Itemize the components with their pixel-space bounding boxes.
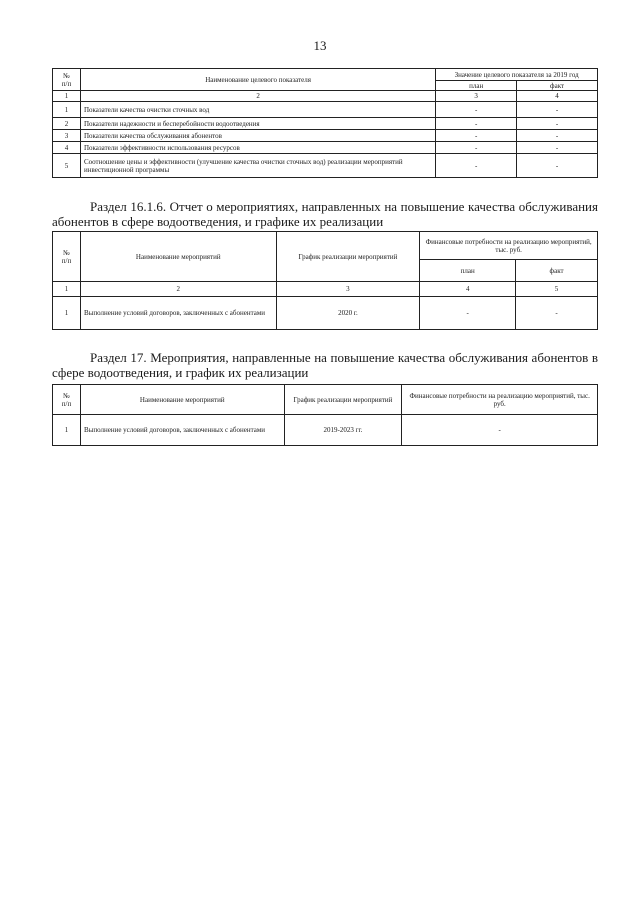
row-plan: - (436, 130, 517, 142)
header-fact: факт (517, 81, 598, 91)
row-indicator: Показатели качества очистки сточных вод (80, 102, 435, 118)
measures-plan-table (52, 384, 598, 446)
index-row (53, 91, 598, 102)
row-plan: - (436, 142, 517, 154)
row-measure: Выполнение условий договоров, заключенных с абонентами (80, 297, 276, 330)
row-fact: - (517, 102, 598, 118)
table-row (53, 142, 598, 154)
index-cell: 1 (53, 91, 81, 102)
header-fact: факт (516, 260, 598, 282)
row-num: 2 (53, 118, 81, 130)
row-fact: - (516, 297, 598, 330)
row-fact: - (517, 118, 598, 130)
section-heading-17 (52, 350, 598, 380)
section-title: Раздел 16.1.6. Отчет о мероприятиях, направленных на повышение качества обслуживания абонентов в сфере водоотведения, и графике их реализации (52, 199, 598, 229)
index-cell: 4 (420, 282, 516, 297)
table-row (53, 102, 598, 118)
header-measure-name: Наименование мероприятий (80, 385, 284, 415)
section-heading-16-1-6 (52, 199, 598, 229)
row-fact: - (517, 130, 598, 142)
row-plan: - (436, 102, 517, 118)
header-measure-name: Наименование мероприятий (80, 232, 276, 282)
header-num: № п/п (53, 69, 81, 91)
header-schedule: График реализации мероприятий (276, 232, 420, 282)
section-title: Раздел 17. Мероприятия, направленные на повышение качества обслуживания абонентов в сфере водоотведения, и график их реализации (52, 350, 598, 380)
row-indicator: Соотношение цены и эффективности (улучшение качества очистки сточных вод) реализации мероприятий инвестиционной программы (80, 154, 435, 178)
table-row (53, 130, 598, 142)
row-indicator: Показатели эффективности использования ресурсов (80, 142, 435, 154)
header-num: № п/п (53, 232, 81, 282)
row-plan: - (436, 118, 517, 130)
header-plan: план (436, 81, 517, 91)
target-indicators-table (52, 68, 598, 178)
page-number: 13 (313, 38, 327, 53)
table-row (53, 154, 598, 178)
header-finance: Финансовые потребности на реализацию мероприятий, тыс. руб. (420, 232, 598, 260)
row-measure: Выполнение условий договоров, заключенных с абонентами (80, 415, 284, 446)
row-num: 3 (53, 130, 81, 142)
header-indicator-name: Наименование целевого показателя (80, 69, 435, 91)
table-row (53, 118, 598, 130)
table-row (53, 415, 598, 446)
row-indicator: Показатели качества обслуживания абонентов (80, 130, 435, 142)
header-num: № п/п (53, 385, 81, 415)
row-num: 5 (53, 154, 81, 178)
index-cell: 1 (53, 282, 81, 297)
header-schedule: График реализации мероприятий (284, 385, 402, 415)
index-row (53, 282, 598, 297)
row-num: 1 (53, 102, 81, 118)
row-fact: - (517, 154, 598, 178)
measures-report-table (52, 231, 598, 330)
row-finance: - (402, 415, 598, 446)
row-num: 1 (53, 415, 81, 446)
index-cell: 5 (516, 282, 598, 297)
index-cell: 3 (436, 91, 517, 102)
row-indicator: Показатели надежности и бесперебойности водоотведения (80, 118, 435, 130)
header-value-group: Значение целевого показателя за 2019 год (436, 69, 598, 81)
index-cell: 3 (276, 282, 420, 297)
row-num: 4 (53, 142, 81, 154)
row-fact: - (517, 142, 598, 154)
row-num: 1 (53, 297, 81, 330)
index-cell: 2 (80, 282, 276, 297)
row-plan: - (420, 297, 516, 330)
index-cell: 4 (517, 91, 598, 102)
header-plan: план (420, 260, 516, 282)
row-plan: - (436, 154, 517, 178)
row-schedule: 2019-2023 гг. (284, 415, 402, 446)
row-schedule: 2020 г. (276, 297, 420, 330)
table-row (53, 297, 598, 330)
header-finance: Финансовые потребности на реализацию мероприятий, тыс. руб. (402, 385, 598, 415)
index-cell: 2 (80, 91, 435, 102)
